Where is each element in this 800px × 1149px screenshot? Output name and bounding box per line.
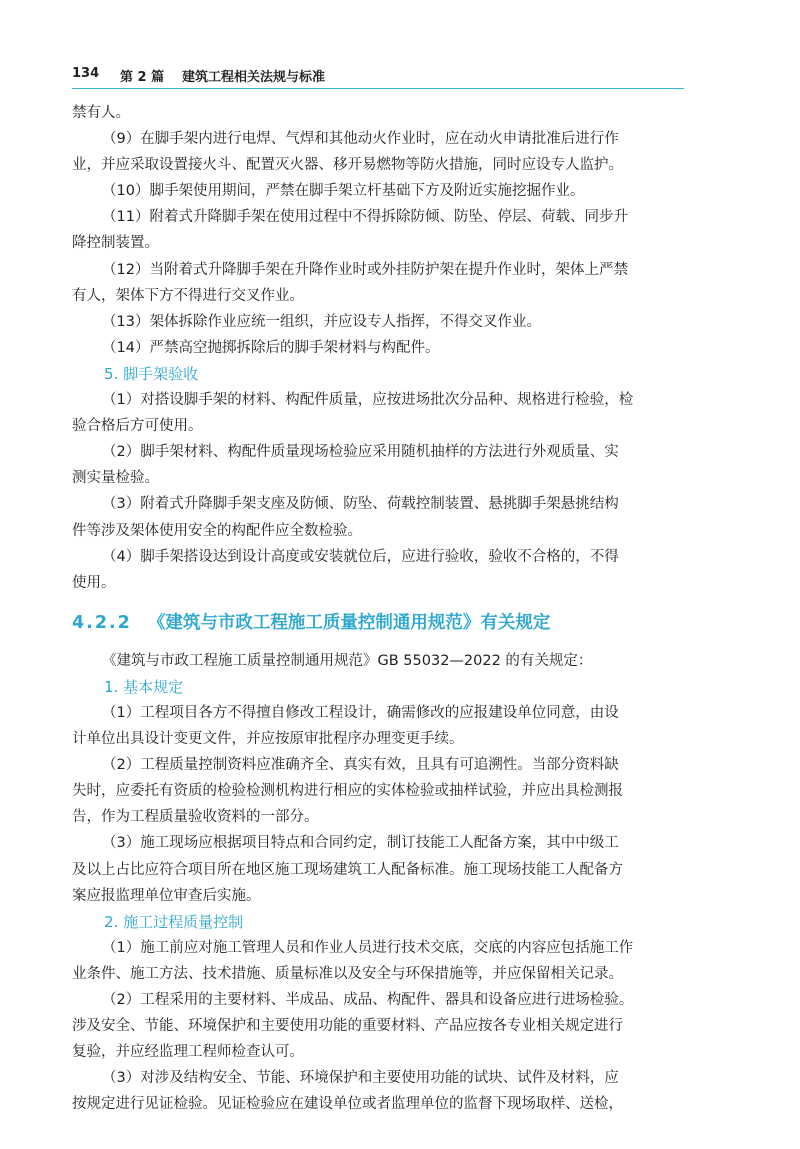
text-line: 案应报监理单位审查后实施。 (72, 887, 261, 904)
text-line: （9）在脚手架内进行电焊、气焊和其他动火作业时，应在动火申请批准后进行作 (102, 131, 619, 148)
text-line: 计单位出具设计变更文件，并应按原审批程序办理变更手续。 (72, 731, 464, 748)
text-line: （3）施工现场应根据项目特点和合同约定，制订技能工人配备方案，其中中级工 (102, 835, 619, 852)
text-line: 件等涉及架体使用安全的构配件应全数检验。 (72, 522, 362, 539)
text-line: （1）工程项目各方不得擅自修改工程设计，确需修改的应报建设单位同意，由设 (102, 704, 619, 721)
text-line: 《建筑与市政工程施工质量控制通用规范》GB 55032—2022 的有关规定： (102, 652, 593, 669)
text-line: 复验，并应经监理工程师检查认可。 (72, 1044, 304, 1061)
section-heading (72, 610, 688, 636)
text-line: 业，并应采取设置接火斗、配置灭火器、移开易燃物等防火措施，同时应设专人监护。 (72, 157, 623, 174)
subheading-basic-provisions: 1. 基本规定 (104, 677, 184, 696)
text-line: （11）附着式升降脚手架在使用过程中不得拆除防倾、防坠、停层、荷载、同步升 (102, 209, 628, 226)
text-line: 使用。 (72, 574, 116, 591)
text-line: 及以上占比应符合项目所在地区施工现场建筑工人配备标准。施工现场技能工人配备方 (72, 861, 623, 878)
text-line: 告，作为工程质量验收资料的一部分。 (72, 809, 319, 826)
running-header (72, 64, 684, 89)
text-line: 验合格后方可使用。 (72, 418, 203, 435)
text-line: （3）附着式升降脚手架支座及防倾、防坠、荷载控制装置、悬挑脚手架悬挑结构 (102, 496, 619, 513)
text-line: （2）工程质量控制资料应准确齐全、真实有效，且具有可追溯性。当部分资料缺 (102, 757, 619, 774)
text-line: （12）当附着式升降脚手架在升降作业时或外挂防护架在提升作业时，架体上严禁 (102, 261, 628, 278)
part-label: 第 2 篇 (120, 70, 165, 85)
text-line: （2）工程采用的主要材料、半成品、成品、构配件、器具和设备应进行进场检验。 (102, 992, 634, 1008)
text-line: 业条件、施工方法、技术措施、质量标准以及安全与环保措施等，并应保留相关记录。 (72, 965, 623, 982)
text-line: 测实量检验。 (72, 470, 159, 487)
text-line: （3）对涉及结构安全、节能、环境保护和主要使用功能的试块、试件及材料，应 (102, 1070, 619, 1087)
text-line: 涉及安全、节能、环境保护和主要使用功能的重要材料、产品应按各专业相关规定进行 (72, 1018, 623, 1035)
text-line: （4）脚手架搭设达到设计高度或安装就位后，应进行验收，验收不合格的，不得 (102, 548, 619, 565)
text-line: （2）脚手架材料、构配件质量现场检验应采用随机抽样的方法进行外观质量、实 (102, 444, 619, 461)
text-line: （14）严禁高空抛掷拆除后的脚手架材料与构配件。 (102, 339, 440, 356)
text-line: 禁有人。 (72, 105, 130, 121)
text-line: （13）架体拆除作业应统一组织，并应设专人指挥，不得交叉作业。 (102, 313, 541, 330)
subheading-scaffold-acceptance: 5. 脚手架验收 (104, 364, 199, 383)
text-line: 有人，架体下方不得进行交叉作业。 (72, 287, 304, 304)
text-line: （1）施工前应对施工管理人员和作业人员进行技术交底，交底的内容应包括施工作 (102, 939, 634, 956)
page-body (72, 100, 688, 1117)
text-line: （10）脚手架使用期间，严禁在脚手架立杆基础下方及附近实施挖掘作业。 (102, 183, 585, 200)
text-line: 失时，应委托有资质的检验检测机构进行相应的实体检验或抽样试验，并应出具检测报 (72, 783, 623, 800)
header-title: 建筑工程相关法规与标准 (182, 70, 326, 85)
text-line: 降控制装置。 (72, 235, 159, 252)
text-line: （1）对搭设脚手架的材料、构配件质量，应按进场批次分品种、规格进行检验，检 (102, 392, 634, 409)
section-title: 《建筑与市政工程施工质量控制通用规范》有关规定 (147, 612, 551, 633)
section-number: 4.2.2 (72, 612, 132, 633)
text-line: 按规定进行见证检验。见证检验应在建设单位或者监理单位的监督下现场取样、送检， (72, 1096, 623, 1113)
subheading-process-quality-control: 2. 施工过程质量控制 (104, 912, 244, 931)
page-number: 134 (72, 66, 100, 81)
